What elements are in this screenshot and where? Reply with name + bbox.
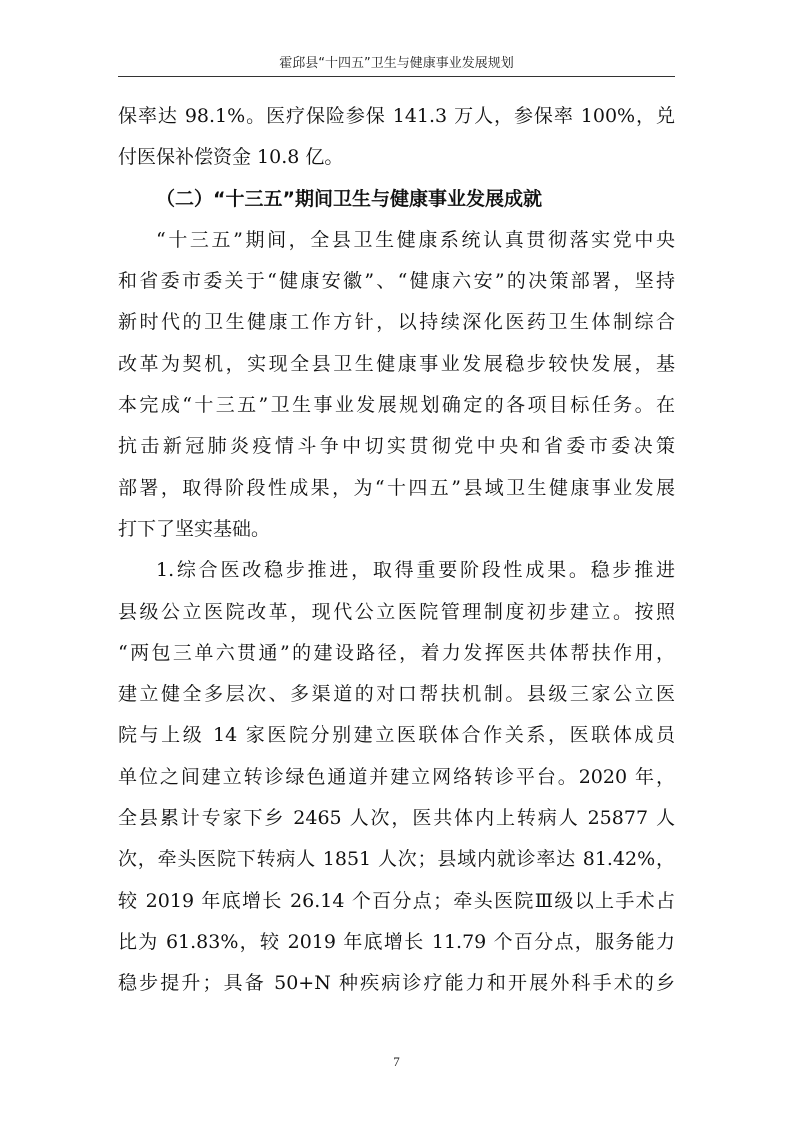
body-line: 比为 61.83%，较 2019 年底增长 11.79 个百分点，服务能力 (118, 930, 675, 953)
body-line: 本完成“十三五”卫生事业发展规划确定的各项目标任务。在 (118, 394, 675, 417)
body-line: 改革为契机，实现全县卫生健康事业发展稳步较快发展，基 (118, 352, 675, 375)
body-line: 次，牵头医院下转病人 1851 人次；县域内就诊率达 81.42%， (118, 848, 675, 871)
body-line: 1.综合医改稳步推进，取得重要阶段性成果。稳步推进 (156, 559, 675, 582)
body-line: 打下了坚实基础。 (118, 517, 271, 540)
running-header: 霍邱县“十四五”卫生与健康事业发展规划 (279, 56, 514, 71)
body-line: 新时代的卫生健康工作方针，以持续深化医药卫生体制综合 (118, 311, 675, 334)
body-line: 全县累计专家下乡 2465 人次，医共体内上转病人 25877 人 (118, 807, 675, 830)
header-rule (118, 76, 675, 77)
body-line: 县级公立医院改革，现代公立医院管理制度初步建立。按照 (118, 600, 675, 623)
body-line: 建立健全多层次、多渠道的对口帮扶机制。县级三家公立医 (118, 683, 675, 706)
document-body (118, 96, 675, 1005)
body-line: 院与上级 14 家医院分别建立医联体合作关系，医联体成员 (118, 724, 675, 747)
body-line: 抗击新冠肺炎疫情斗争中切实贯彻党中央和省委市委决策 (118, 435, 675, 458)
body-line: “十三五”期间，全县卫生健康系统认真贯彻落实党中央 (156, 228, 675, 251)
body-line: 单位之间建立转诊绿色通道并建立网络转诊平台。2020 年， (118, 765, 675, 788)
body-line: 稳步提升；具备 50+N 种疾病诊疗能力和开展外科手术的乡 (118, 972, 675, 995)
body-line: 部署，取得阶段性成果，为“十四五”县域卫生健康事业发展 (118, 476, 675, 499)
section-heading: （二）“十三五”期间卫生与健康事业发展成就 (156, 187, 542, 210)
body-line: 较 2019 年底增长 26.14 个百分点；牵头医院Ⅲ级以上手术占 (118, 889, 675, 912)
body-line: 和省委市委关于“健康安徽”、“健康六安”的决策部署，坚持 (118, 270, 675, 293)
body-line: 保率达 98.1%。医疗保险参保 141.3 万人，参保率 100%，兑 (118, 105, 675, 127)
body-line: “两包三单六贯通”的建设路径，着力发挥医共体帮扶作用， (118, 641, 675, 664)
body-line: 付医保补偿资金 10.8 亿。 (118, 146, 344, 169)
page-number: 7 (393, 1054, 400, 1069)
